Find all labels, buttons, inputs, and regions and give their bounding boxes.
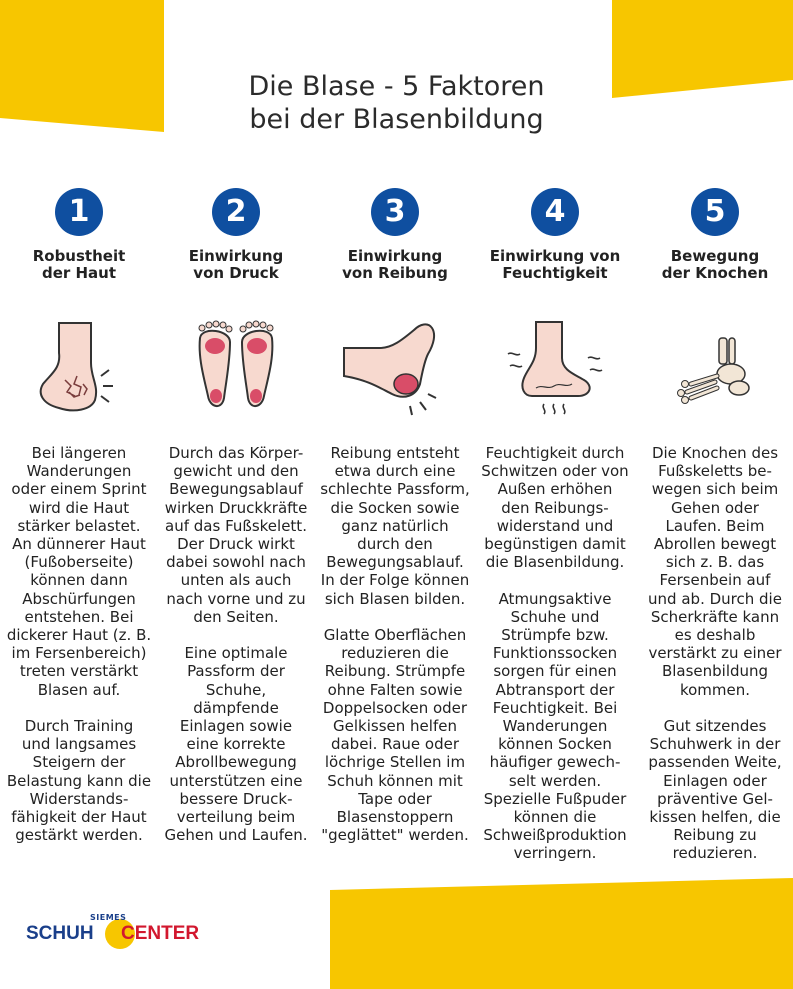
factor-heading: Einwirkung von Reibung xyxy=(342,247,448,282)
logo-schuh-text: SCHUH xyxy=(26,923,94,944)
logo-siemes-text: SIEMES xyxy=(90,913,127,922)
factor-text: Feuchtigkeit durch Schwitzen oder von Außen erhöhen den Reibungs- widerstand und begünstigen damit die Blasenbildung. Atmungsaktive Schuhe und Strümpfe bzw. Funktionssocken sorgen für einen Abtransport der Feuchtigkeit. Bei Wanderungen können Socken häufiger gewech- selt werden. Spezielle Fußpuder können die Schweißproduktion verringern. xyxy=(481,444,629,863)
page-title xyxy=(0,70,793,136)
yellow-corner-bottom-right xyxy=(330,878,793,989)
heel-friction-icon xyxy=(316,310,474,425)
factor-column-3 xyxy=(316,188,474,844)
factor-number-badge: 5 xyxy=(691,188,739,236)
factor-heading: Robustheit der Haut xyxy=(32,247,126,282)
cracked-heel-icon xyxy=(0,310,158,425)
factor-text: Reibung entsteht etwa durch eine schlechte Passform, die Socken sowie ganz natürlich durch den Bewegungsablauf. In der Folge können sich Blasen bilden. Glatte Oberflächen reduzieren die Reibung. Strümpfe ohne Falten sowie Doppelsocken oder Gelkissen helfen dabei. Raue oder löchrige Stellen im Schuh können mit Tape oder Blasenstoppern "geglättet" werden. xyxy=(320,444,470,845)
factor-heading: Bewegung der Knochen xyxy=(661,247,769,282)
sweaty-foot-icon xyxy=(476,310,634,425)
factor-number-badge: 3 xyxy=(371,188,419,236)
title-line-2: bei der Blasenbildung xyxy=(249,104,544,135)
factor-heading: Einwirkung von Feuchtigkeit xyxy=(489,247,621,282)
foot-soles-pressure-icon xyxy=(157,310,315,425)
factor-column-2 xyxy=(157,188,315,844)
factor-text: Bei längeren Wanderungen oder einem Sprint wird die Haut stärker belastet. An dünnerer Haut (Fußoberseite) können dann Abschürfungen entstehen. Bei dickerer Haut (z. B. im Fersenbereich) treten verstärkt Blasen auf. Durch Training und langsames Steigern der Belastung kann die Widerstands- fähigkeit der Haut gestärkt werden. xyxy=(6,444,152,845)
factor-column-5 xyxy=(636,188,793,863)
factor-text: Die Knochen des Fußskeletts be- wegen sich beim Gehen oder Laufen. Beim Abrollen bewegt sich z. B. das Fersenbein auf und ab. Durch die Scherkräfte kann es deshalb verstärkt zu einer Blasenbildung kommen. Gut sitzendes Schuhwerk in der passenden Weite, Einlagen oder präventive Gel- kissen helfen, die Reibung zu reduzieren. xyxy=(648,444,782,863)
logo-center-text: CENTER xyxy=(121,923,200,944)
factor-text: Durch das Körper- gewicht und den Bewegungsablauf wirken Druckkräfte auf das Fußskelett. Der Druck wirkt dabei sowohl nach unten als auch nach vorne und zu den Seiten. Eine optimale Passform der Schuhe, dämpfende Einlagen sowie eine korrekte Abrollbewegung unterstützen eine bessere Druck- verteilung beim Gehen und Laufen. xyxy=(164,444,308,845)
factor-number-badge: 4 xyxy=(531,188,579,236)
factor-column-4 xyxy=(476,188,634,863)
factor-column-1 xyxy=(0,188,158,844)
factor-number-badge: 2 xyxy=(212,188,260,236)
schuh-center-logo xyxy=(26,913,200,953)
factor-number-badge: 1 xyxy=(55,188,103,236)
factor-heading: Einwirkung von Druck xyxy=(188,247,284,282)
title-line-1: Die Blase - 5 Faktoren xyxy=(248,71,545,102)
foot-skeleton-icon xyxy=(636,310,793,425)
